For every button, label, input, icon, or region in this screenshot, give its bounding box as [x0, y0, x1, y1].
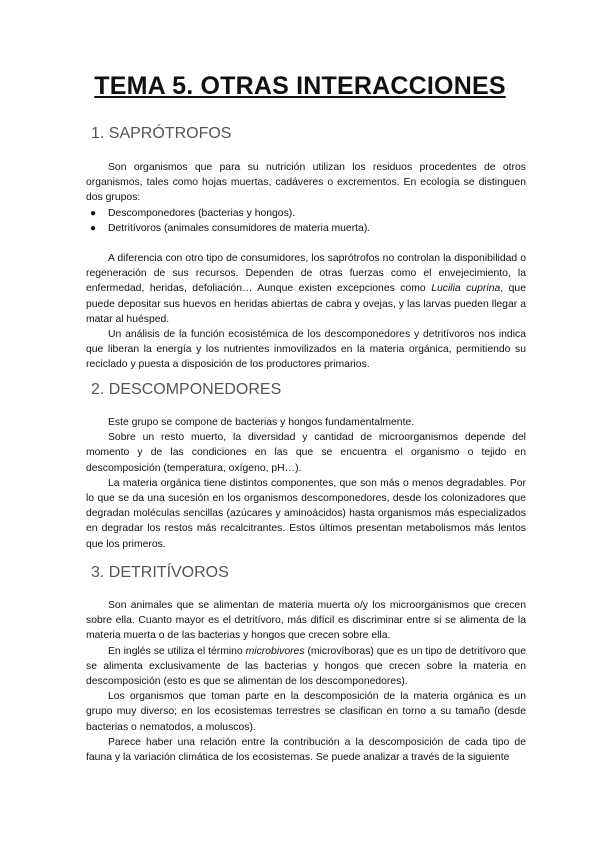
list-item: ● Detritívoros (animales consumidores de materia muerta).: [86, 221, 526, 236]
page-title: TEMA 5. OTRAS INTERACCIONES: [94, 72, 506, 100]
section-body-saprotrofos: [86, 160, 526, 373]
paragraph: Un análisis de la función ecosistémica de los descomponedores y detritívoros nos indica que liberan la energía y los nutrientes inmovilizados en la materia orgánica, permitiendo su reciclado y puesta a disposición de los productores primarios.: [86, 329, 526, 371]
bullet-icon: ●: [90, 207, 97, 219]
paragraph: Los organismos que toman parte en la descomposición de la materia orgánica es un grupo muy diverso; en los ecosistemas terrestres se clasifican en torno a su tamaño (desde bacterias o nematodos, a moluscos).: [86, 691, 526, 733]
paragraph: A diferencia con otro tipo de consumidores, los saprótrofos no controlan la disponibilidad o regeneración de sus recursos. Dependen de otras fuerzas como el envejecimiento, la enfermedad, heridas, defoliación… Aunque existen excepciones como Lucilia cuprina, que puede depositar sus huevos en heridas abiertas de cabra y ovejas, y las larvas pueden llegar a matar al huésped.: [86, 253, 526, 325]
section-heading-saprotrofos: 1. SAPRÓTROFOS: [91, 125, 232, 142]
paragraph: Parece haber una relación entre la contribución a la descomposición de cada tipo de fauna y la variación climática de los ecosistemas. Se puede analizar a través de la siguiente: [86, 736, 526, 764]
bullet-icon: ●: [90, 222, 97, 234]
bullet-list: [86, 206, 526, 236]
species-name: Lucilia cuprina: [431, 283, 501, 295]
term-italic: microbivores: [245, 645, 305, 657]
section-heading-descomponedores: 2. DESCOMPONEDORES: [91, 381, 282, 398]
paragraph: En inglés se utiliza el término microbivores (microvíboras) que es un tipo de detritívoro que se alimenta exclusivamente de las bacterias y hongos que crecen sobre la materia en descomposición (esto es que se alimentan de los descomponedores).: [86, 645, 526, 688]
paragraph: Sobre un resto muerto, la diversidad y cantidad de microorganismos depende del momento y de las condiciones en las que se encuentra el organismo o tejido en descomposición (temperatura, oxígeno, pH…).: [86, 432, 526, 474]
paragraph: La materia orgánica tiene distintos componentes, que son más o menos degradables. Por lo que se da una sucesión en los organismos descomponedores, desde los colonizadores que degradan moléculas sencillas (azúcares y aminoácidos) hasta organismos más especializados en degradar los restos más recalcitrantes. Estos últimos presentan metabolismos más lentos que los primeros.: [86, 477, 526, 550]
paragraph: Son organismos que para su nutrición utilizan los residuos procedentes de otros organismos, tales como hojas muertas, cadáveres o excrementos. En ecología se distinguen dos grupos:: [86, 162, 526, 204]
list-item: ● Descomponedores (bacterias y hongos).: [86, 206, 526, 221]
section-body-descomponedores: [86, 415, 526, 552]
section-body-detritivoros: [86, 598, 526, 765]
paragraph: Son animales que se alimentan de materia muerta o/y los microorganismos que crecen sobre ella. Cuanto mayor es el detritívoro, más difícil es discriminar entre si se alimenta de la materia muerta o de las bacterias y hongos que crecen sobre ella.: [86, 600, 526, 642]
section-heading-detritivoros: 3. DETRITÍVOROS: [91, 564, 229, 581]
paragraph: Este grupo se compone de bacterias y hongos fundamentalmente.: [108, 417, 415, 428]
